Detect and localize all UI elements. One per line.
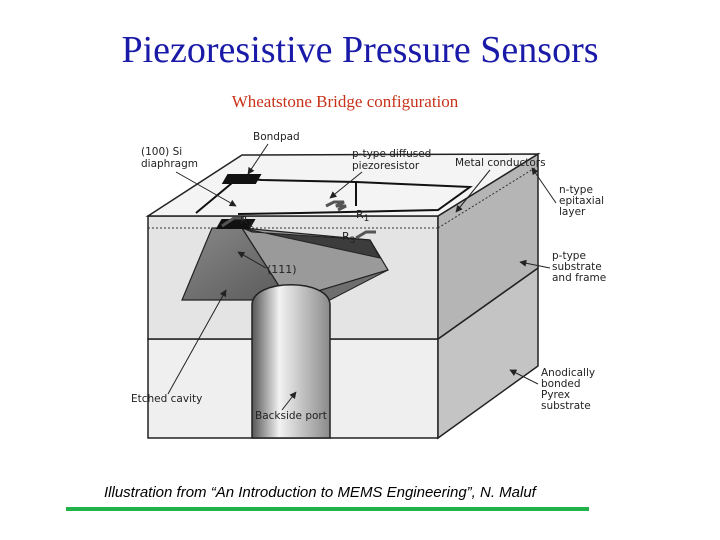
label-ptype-1: p-type <box>552 250 586 262</box>
label-metal: Metal conductors <box>455 157 546 169</box>
label-piezo-2: piezoresistor <box>352 160 420 172</box>
label-ptype-2: substrate <box>552 261 602 273</box>
slide-title: Piezoresistive Pressure Sensors <box>121 29 599 71</box>
label-bondpad: Bondpad <box>253 131 300 143</box>
slide-subtitle: Wheatstone Bridge configuration <box>231 92 459 111</box>
caption-rule <box>66 507 589 511</box>
label-backside-port: Backside port <box>255 410 327 422</box>
label-ptype-3: and frame <box>552 272 607 284</box>
bondpad-left <box>222 174 262 184</box>
label-etched-cavity: Etched cavity <box>131 393 203 405</box>
label-r3: $R_3$ <box>342 230 356 246</box>
label-piezo-1: p-type diffused <box>352 148 432 160</box>
label-anodic-4: substrate <box>541 400 591 412</box>
label-ntype-2: epitaxial <box>559 195 605 207</box>
label-r2: $R_2$ <box>240 214 254 230</box>
label-111-plane: (111) <box>267 263 297 276</box>
label-anodic-3: Pyrex <box>541 389 571 401</box>
label-anodic-1: Anodically <box>541 367 596 379</box>
label-anodic-2: bonded <box>541 378 581 390</box>
label-r1: $R_1$ <box>356 208 370 224</box>
figure-caption: Illustration from “An Introduction to MEMS Engineering”, N. Maluf <box>104 484 536 501</box>
label-ntype-3: layer <box>559 206 586 218</box>
label-diaphragm-2: diaphragm <box>141 158 198 170</box>
label-diaphragm-1: (100) Si <box>141 146 183 158</box>
label-ntype-1: n-type <box>559 184 593 196</box>
